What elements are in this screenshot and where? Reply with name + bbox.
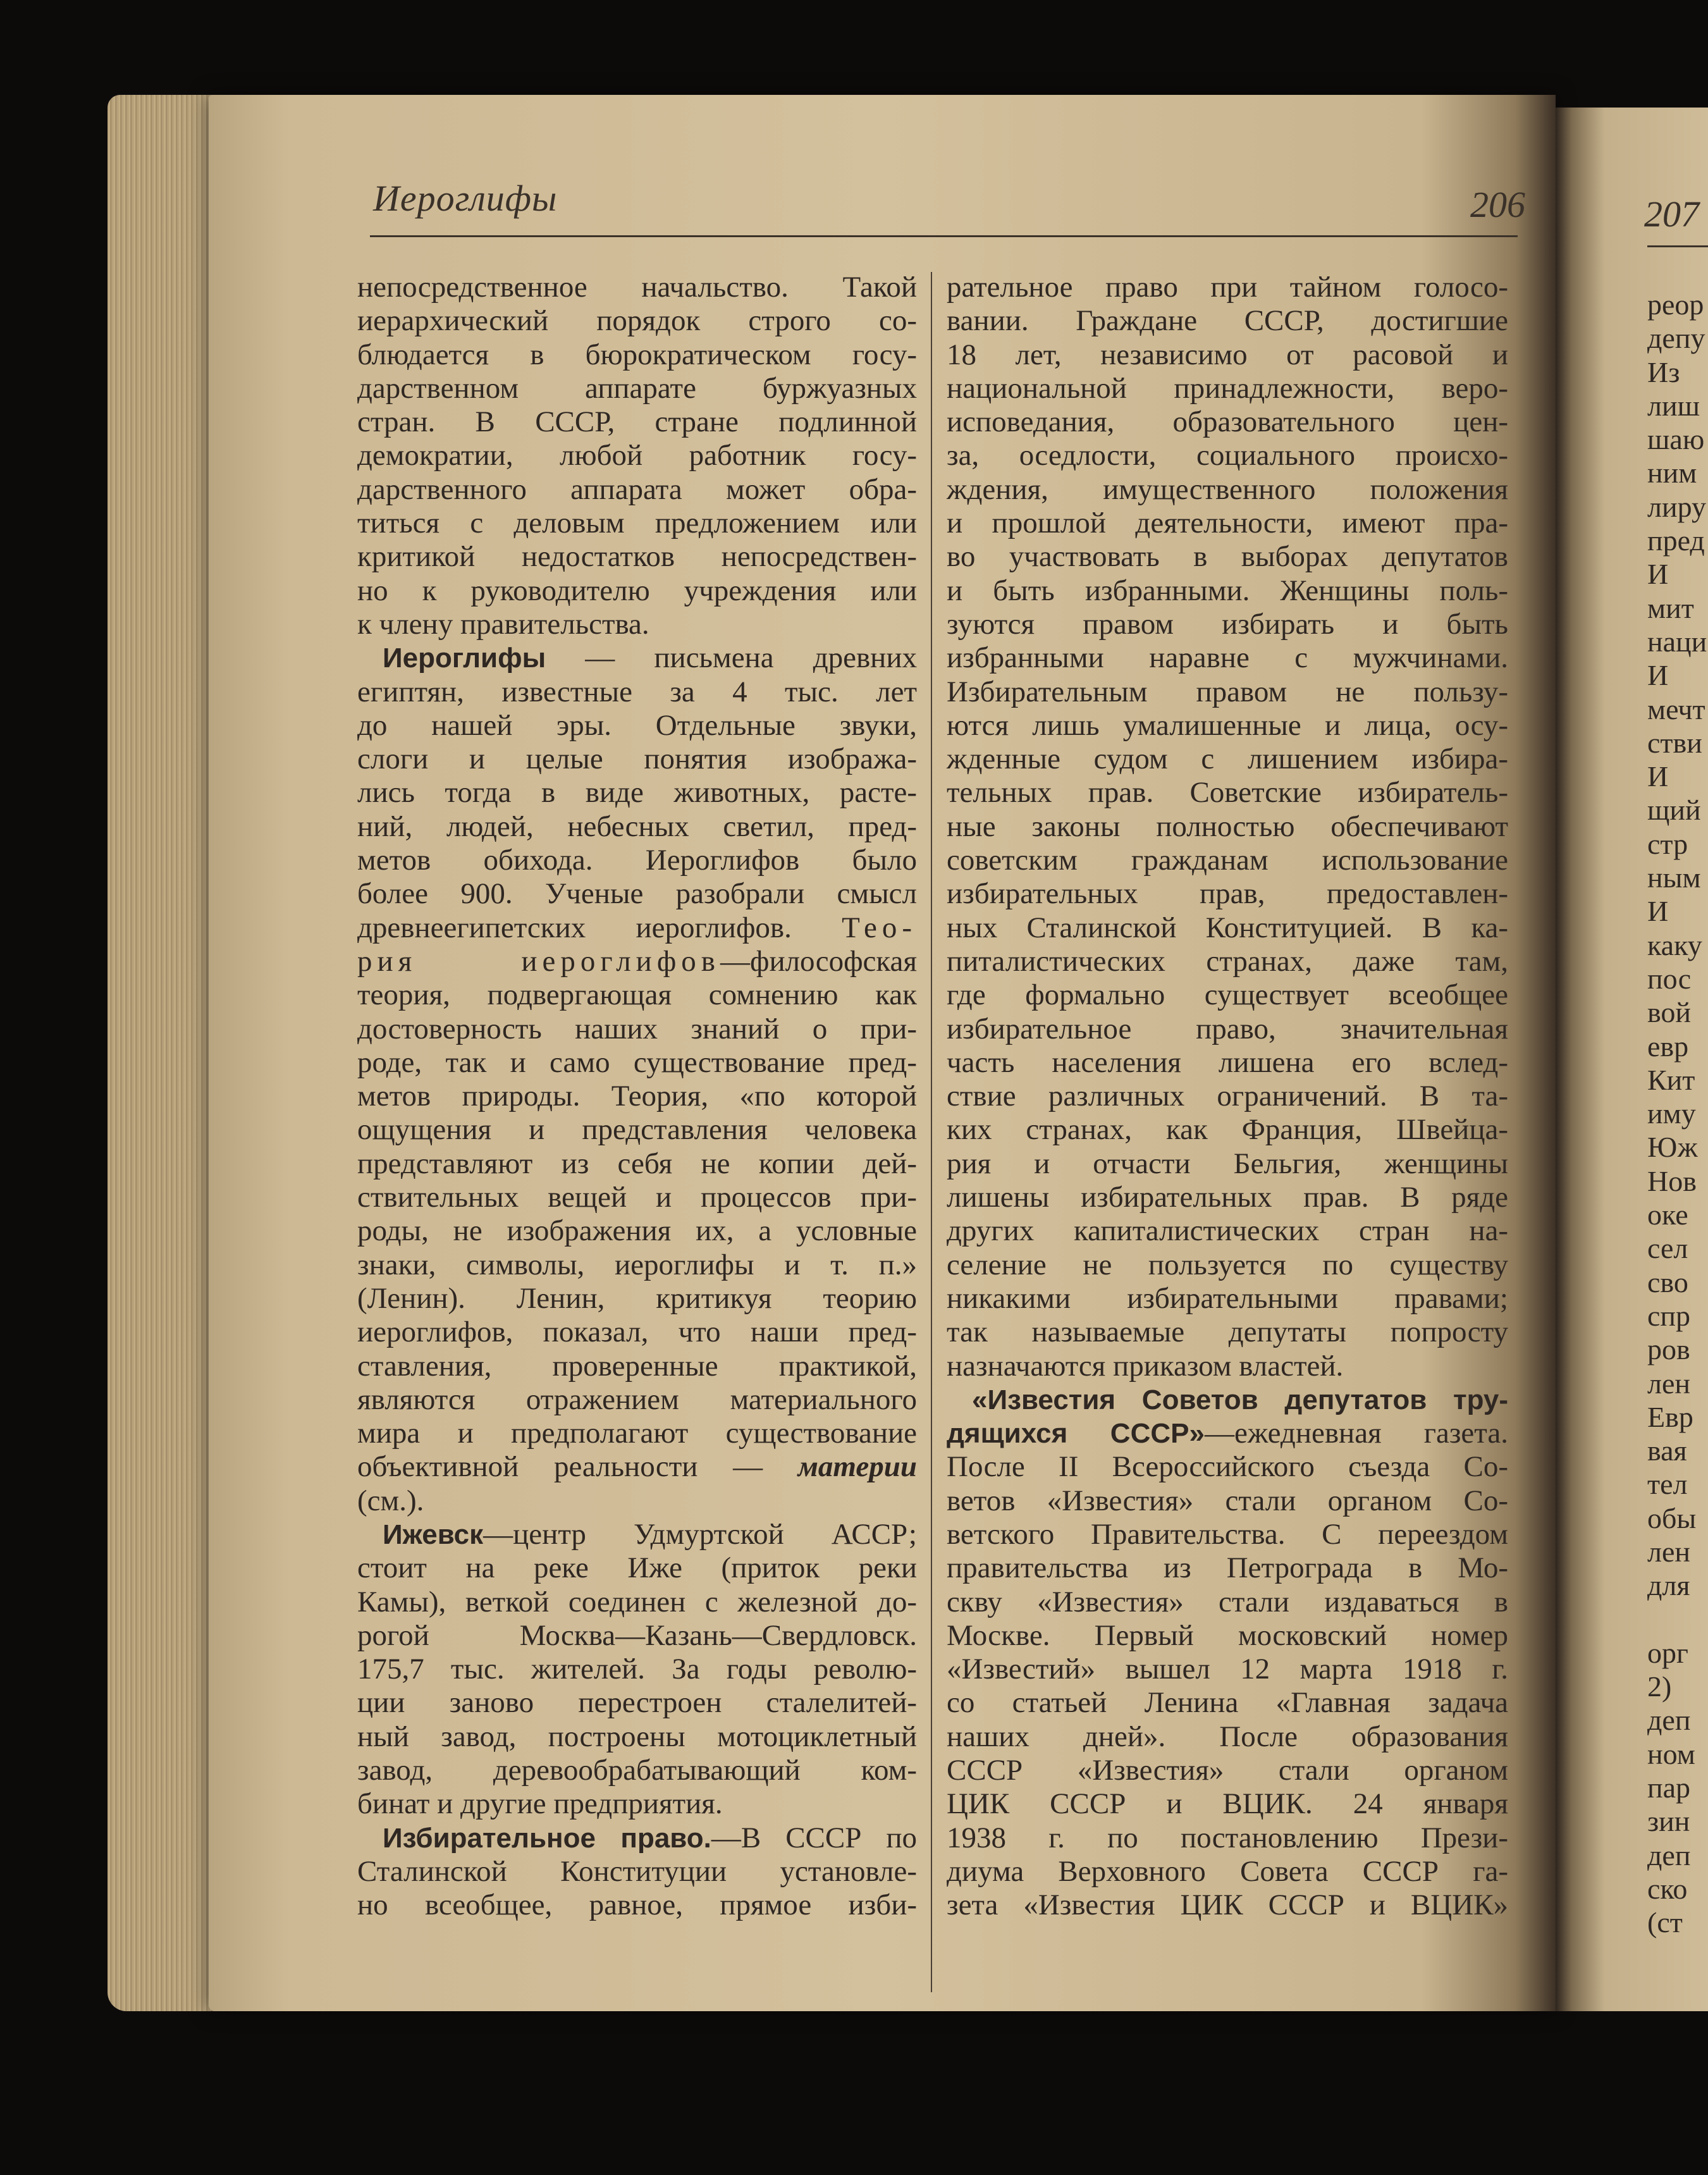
text-line: избирательных прав, предоставлен- [947,877,1508,911]
text-line: так называемые депутаты попросту [947,1315,1508,1349]
right-page-fragment: реор [1647,288,1704,321]
text-line: ции заново перестроен сталелитей- [357,1686,917,1720]
right-page-fragment: шаю [1647,423,1705,456]
text-line: роде, так и само существование пред- [357,1045,917,1079]
entry-line [357,1518,917,1551]
right-page-fragment: Кит [1647,1063,1695,1096]
text-line: ставления, проверенные практикой, [357,1349,917,1383]
text-fragment: древнеегипетских иероглифов. [357,911,842,944]
page-number-right: 207 [1644,194,1699,235]
text-line: жденные судом с лишением избира- [947,742,1508,776]
text-fragment: —философская [720,944,917,978]
right-page-fragment: 2) [1647,1670,1672,1703]
right-page-fragment: Нов [1647,1164,1697,1197]
right-page-fragment: стви [1647,726,1702,759]
text-line: диума Верховного Совета СССР га- [947,1854,1508,1888]
text-line: (см.). [357,1484,424,1517]
text-line: ный завод, построены мотоциклетный [357,1720,917,1753]
text-line: за, оседлости, социального происхо- [947,439,1508,472]
right-page-fragment: ско [1647,1872,1688,1905]
text-line: теория, подвергающая сомнению как [357,978,917,1012]
text-line: бинат и другие предприятия. [357,1787,723,1821]
entry-term-izhevsk: Ижевск [383,1519,484,1550]
text-line: «Известий» вышел 12 марта 1918 г. [947,1653,1508,1686]
text-line: египтян, известные за 4 тыс. лет [357,675,917,708]
right-page-fragment: щий [1647,794,1701,827]
text-fragment: —В СССР по [711,1821,918,1854]
right-page-fragment: ним [1647,457,1697,490]
right-page-fragment: вой [1647,996,1692,1029]
text-fragment: —центр Удмуртской АССР; [483,1517,917,1551]
right-page-fragment: пос [1647,962,1692,995]
entry-term-izvestia: «Известия Советов депутатов тру- [972,1384,1508,1415]
right-page-fragment: И [1647,558,1669,591]
text-line: но всеобщее, равное, прямое изби- [357,1888,917,1922]
text-line: иерархический порядок строго со- [357,304,917,338]
text-line: 1938 г. по постановлению Прези- [947,1821,1508,1854]
text-line: метов природы. Теория, «по которой [357,1080,917,1113]
text-line: После II Всероссийского съезда Со- [947,1450,1508,1484]
text-line: лишены избирательных прав. В ряде [947,1181,1508,1214]
text-line: рогой Москва—Казань—Свердловск. [357,1618,917,1652]
text-line: никакими избирательными правами; [947,1281,1508,1315]
right-page-fragment: ров [1647,1333,1690,1366]
text-line: во участвовать в выборах депутатов [947,540,1508,574]
right-page-fragment: каку [1647,928,1702,961]
text-line: ветского Правительства. С переездом [947,1517,1508,1551]
text-line: непосредственное начальство. Такой [357,271,917,304]
entry-line [357,1821,917,1855]
text-line: лись тогда в виде животных, расте- [357,776,917,810]
text-line: стоит на реке Иже (приток реки [357,1551,917,1585]
text-line: 18 лет, независимо от расовой и [947,338,1508,371]
text-fragment: — письмена древних [546,641,917,675]
right-page-fragment: для [1647,1569,1690,1602]
right-page-fragment: лиру [1647,490,1706,523]
text-line: знаки, символы, иероглифы и т. п.» [357,1248,917,1281]
right-page-fragment: орг [1647,1636,1688,1669]
text-line: Избирательным правом не пользу- [947,675,1508,708]
text-line: Москве. Первый московский номер [947,1618,1508,1652]
right-page-fragment: стр [1647,827,1688,860]
text-line: критикой недостатков непосредствен- [357,540,917,574]
text-line: избирательное право, значительная [947,1012,1508,1045]
text-line: более 900. Ученые разобрали смысл [357,877,917,911]
right-page-fragment: Евр [1647,1400,1693,1433]
text-line: дарственном аппарате буржуазных [357,371,917,405]
text-line: достоверность наших знаний о при- [357,1012,917,1045]
text-line: но к руководителю учреждения или [357,574,917,607]
text-line: наших дней». После образования [947,1720,1508,1753]
text-line: СССР «Известия» стали органом [947,1754,1508,1787]
right-page-fragment: Из [1647,355,1680,388]
text-line: ствие различных ограничений. В та- [947,1080,1508,1113]
entry-line [357,1450,917,1484]
right-page-fragment: (ст [1647,1906,1683,1939]
text-line: титься с деловым предложением или [357,507,917,540]
right-page-column [1647,288,1708,1940]
text-line: завод, деревообрабатывающий ком- [357,1754,917,1787]
text-line: правительства из Петрограда в Мо- [947,1551,1508,1585]
right-page-fragment: зин [1647,1805,1690,1838]
right-page-fragment: мечт [1647,693,1705,725]
entry-line [357,641,917,675]
right-page-fragment: спр [1647,1299,1691,1332]
right-page-fragment: Юж [1647,1131,1698,1164]
text-line: стран. В СССР, стране подлинной [357,405,917,439]
right-page-fragment: лиш [1647,389,1700,422]
text-line: слоги и целые понятия изобража- [357,742,917,776]
right-page-fragment: иму [1647,1097,1696,1130]
text-line: ных Сталинской Конституцией. В ка- [947,911,1508,944]
text-line: ные законы полностью обеспечивают [947,810,1508,843]
text-line: ких странах, как Франция, Швейца- [947,1113,1508,1147]
text-line: и быть избранными. Женщины поль- [947,574,1508,607]
right-page-fragment: лен [1647,1367,1690,1400]
text-line: ний, людей, небесных светил, пред- [357,810,917,843]
right-page-fragment: И [1647,659,1669,692]
entry-line [947,1383,1508,1417]
right-page-fragment: мит [1647,591,1694,624]
text-line: являются отражением материального [357,1383,917,1416]
right-page-fragment: пред [1647,524,1705,557]
text-line: ощущения и представления человека [357,1113,917,1147]
spaced-term-prefix: Тео- [842,911,917,944]
right-page-fragment: лен [1647,1535,1690,1568]
text-line: скву «Известия» стали издаваться в [947,1585,1508,1618]
header-rule-right [1647,245,1708,247]
right-page-fragment: деп [1647,1704,1691,1737]
text-line: роды, не изображения их, а условные [357,1214,917,1248]
right-page-fragment: евр [1647,1030,1689,1063]
right-page-fragment: обы [1647,1501,1697,1534]
text-line: вании. Граждане СССР, достигшие [947,304,1508,338]
right-page-fragment: сел [1647,1232,1688,1265]
text-line: ЦИК СССР и ВЦИК. 24 января [947,1787,1508,1821]
text-line: Сталинской Конституции установле- [357,1854,917,1888]
text-line: питалистических странах, даже там, [947,944,1508,978]
right-page-fragment: оке [1647,1198,1688,1231]
entry-term-hieroglyphs: Иероглифы [383,643,546,674]
right-page-fragment: депу [1647,322,1705,355]
text-fragment: —ежедневная газета. [1204,1417,1509,1450]
text-line: часть населения лишена его вслед- [947,1045,1508,1079]
text-line: и прошлой деятельности, имеют пра- [947,507,1508,540]
text-line: со статьей Ленина «Главная задача [947,1686,1508,1720]
right-page-fragment: тел [1647,1468,1688,1501]
right-page-fragment: сво [1647,1266,1688,1298]
text-line: ветов «Известия» стали органом Со- [947,1484,1508,1517]
text-line: избранными наравне с мужчинами. [947,641,1508,675]
entry-line [357,911,917,945]
text-line: рательное право при тайном голосо- [947,271,1508,304]
text-line: тельных прав. Советские избиратель- [947,776,1508,810]
entry-term-izvestia-cont: дящихся СССР» [947,1418,1205,1450]
text-line: метов обихода. Иероглифов было [357,844,917,877]
text-line: к члену правительства. [357,607,649,641]
entry-line [947,1417,1508,1450]
right-page-fragment: ном [1647,1737,1695,1770]
text-line: других капиталистических стран на- [947,1214,1508,1248]
right-page-fragment: пар [1647,1771,1691,1804]
text-line: ствительных вещей и процессов при- [357,1181,917,1214]
text-fragment: объективной реальности — [357,1450,798,1484]
text-line: до нашей эры. Отдельные звуки, [357,708,917,742]
right-page-fragment [1647,1603,1708,1636]
text-line: Камы), веткой соединен с железной до- [357,1585,917,1618]
text-line: где формально существует всеобщее [947,978,1508,1012]
text-line: блюдается в бюрократическом госу- [357,338,917,371]
right-page-fragment: ным [1647,861,1701,894]
text-line: 175,7 тыс. жителей. За годы револю- [357,1653,917,1686]
right-page-fragment: вая [1647,1434,1687,1467]
middle-column [947,271,1508,1923]
running-head-title: Иероглифы [373,178,558,219]
text-line: советским гражданам использование [947,844,1508,877]
column-divider [931,272,932,1992]
text-line: (Ленин). Ленин, критикуя теорию [357,1281,917,1315]
text-line: представляют из себя не копии дей- [357,1147,917,1180]
text-line: исповедания, образовательного цен- [947,405,1508,439]
text-line: селение не пользуется по существу [947,1248,1508,1281]
text-line: ждения, имущественного положения [947,472,1508,506]
header-rule [370,235,1518,237]
right-page-fragment: деп [1647,1839,1691,1871]
text-line: назначаются приказом властей. [947,1349,1344,1383]
text-line: зета «Известия ЦИК СССР и ВЦИК» [947,1888,1508,1922]
right-page-fragment: И [1647,895,1669,928]
spaced-term: рия иероглифов [357,944,720,978]
text-line: зуются правом избирать и быть [947,607,1508,641]
text-line: ются лишь умалишенные и лица, осу- [947,708,1508,742]
text-line: национальной принадлежности, веро- [947,371,1508,405]
text-line: мира и предполагают существование [357,1417,917,1450]
page-number-left: 206 [1470,184,1525,225]
text-line: дарственного аппарата может обра- [357,472,917,506]
text-line: иероглифов, показал, что наши пред- [357,1315,917,1349]
right-page-fragment: И [1647,760,1669,793]
entry-line [357,945,917,978]
left-column [357,271,917,1923]
entry-term-izbiratelnoe: Избирательное право. [383,1822,711,1854]
text-line: рия и отчасти Бельгия, женщины [947,1147,1508,1180]
italic-reference: материи [797,1450,917,1484]
text-line: демократии, любой работник госу- [357,439,917,472]
right-page-fragment: наци [1647,625,1707,658]
